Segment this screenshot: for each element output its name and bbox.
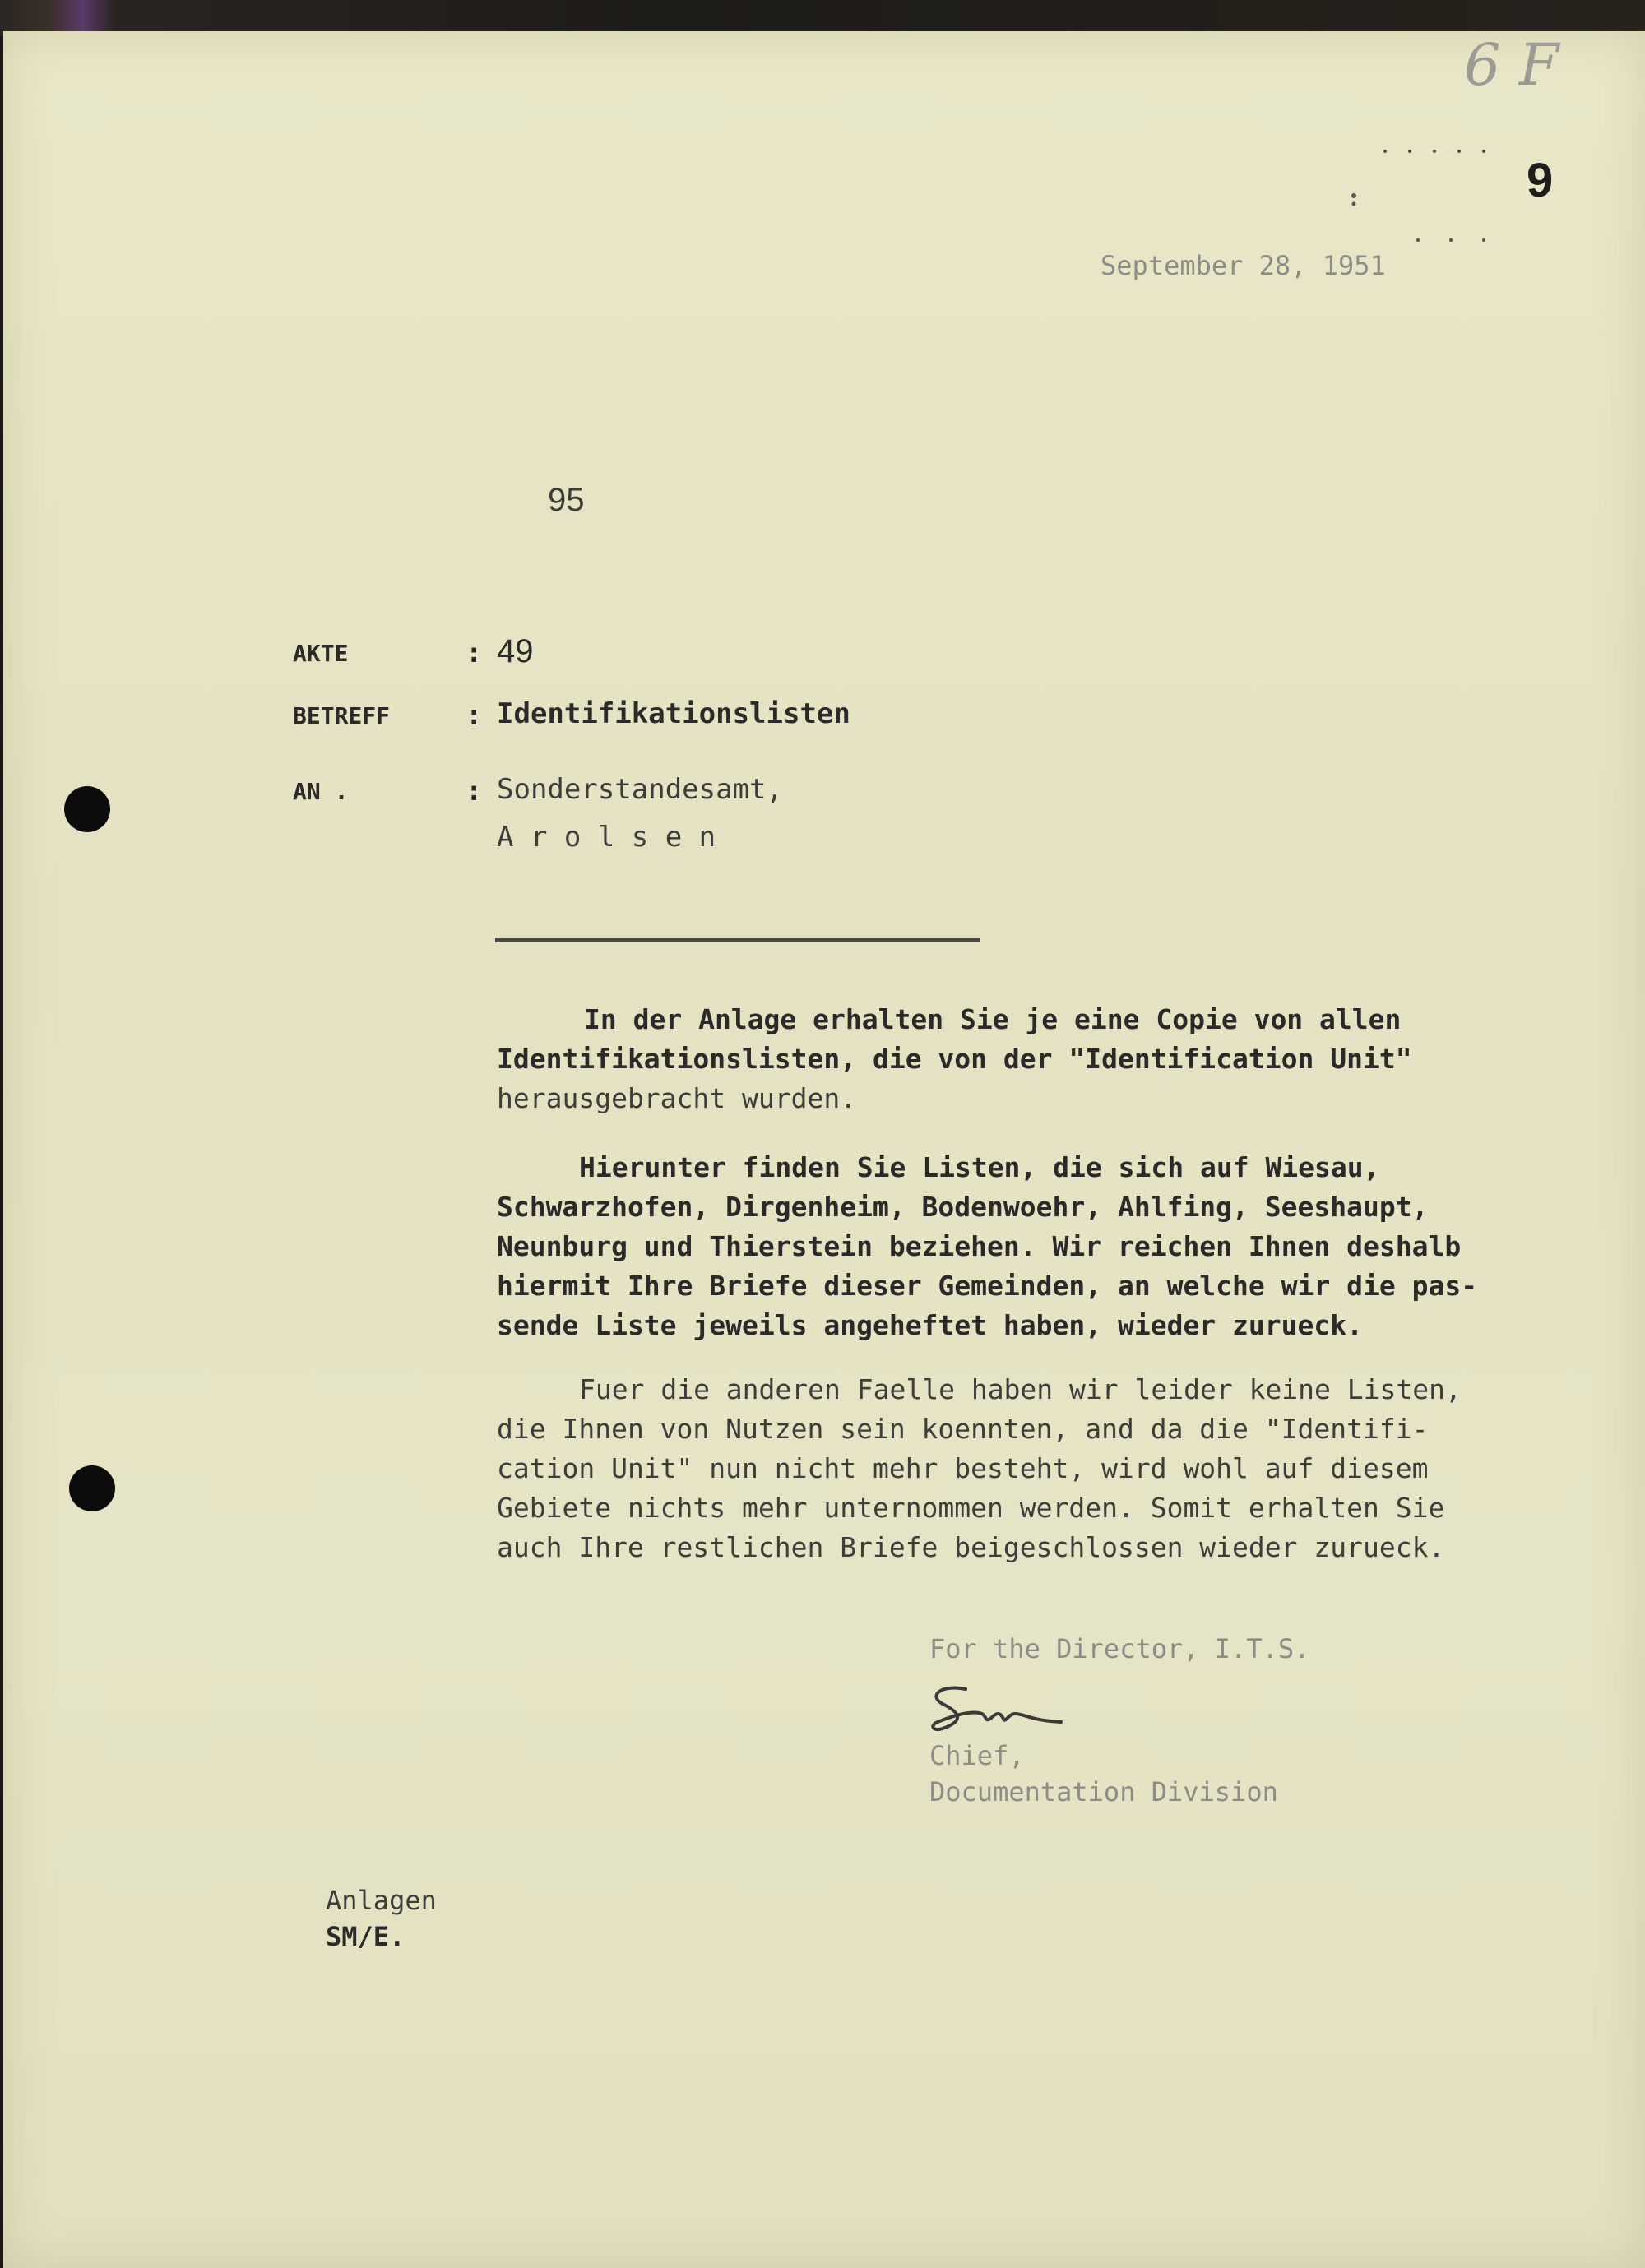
enclosures-note: Anlagen [326,1885,437,1916]
paragraph-line: Neunburg und Thierstein beziehen. Wir reichen Ihnen deshalb [497,1230,1462,1262]
header-value: Sonderstandesamt, [497,773,783,806]
header-label: AKTE [293,640,349,667]
paragraph-line: In der Anlage erhalten Sie je eine Copie von allen [584,1003,1402,1035]
paragraph-line: Fuer die anderen Faelle haben wir leider keine Listen, [579,1373,1462,1405]
page-number: 9 [1527,154,1554,207]
paragraph-line: Schwarzhofen, Dirgenheim, Bodenwoehr, Ahlfing, Seeshaupt, [497,1191,1429,1223]
header-separator: : [466,775,483,808]
paragraph-line: Identifikationslisten, die von der "Identification Unit" [497,1043,1412,1075]
signature-title: Chief, [929,1740,1025,1771]
typist-initials: SM/E. [326,1921,405,1952]
header-separator: : [466,699,483,732]
address-city: A r o l s e n [497,821,716,854]
paragraph-line: Gebiete nichts mehr unternommen werden. Somit erhalten Sie [497,1492,1445,1524]
paragraph-line: die Ihnen von Nutzen sein koennten, and da die "Identifi- [497,1413,1429,1445]
signature-for-line: For the Director, I.T.S. [929,1633,1310,1664]
paragraph-line: Hierunter finden Sie Listen, die sich auf Wiesau, [579,1151,1380,1183]
header-separator: : [466,636,483,669]
dotted-marks [1336,133,1500,257]
paragraph-line: herausgebracht wurden. [497,1082,857,1114]
header-value: 49 [497,633,534,669]
header-divider [495,938,980,942]
paragraph-line: cation Unit" nun nicht mehr besteht, wird wohl auf diesem [497,1452,1429,1484]
paragraph-line: sende Liste jeweils angeheftet haben, wieder zurueck. [497,1309,1363,1341]
paragraph-line: auch Ihre restlichen Briefe beigeschlossen wieder zurueck. [497,1531,1445,1563]
letter-page [3,31,1645,2268]
punch-hole-bottom [69,1465,115,1511]
pencil-note: 6 F [1464,31,1559,99]
header-label: AN . [293,778,349,805]
signature-division: Documentation Division [929,1776,1278,1807]
handwritten-signature [924,1681,1073,1738]
header-label: BETREFF [293,702,391,729]
letter-date: September 28, 1951 [1101,250,1386,281]
punch-hole-top [64,786,110,832]
reference-number: 95 [548,482,585,518]
header-value: Identifikationslisten [497,697,850,730]
paragraph-line: hiermit Ihre Briefe dieser Gemeinden, an welche wir die pas- [497,1270,1478,1302]
